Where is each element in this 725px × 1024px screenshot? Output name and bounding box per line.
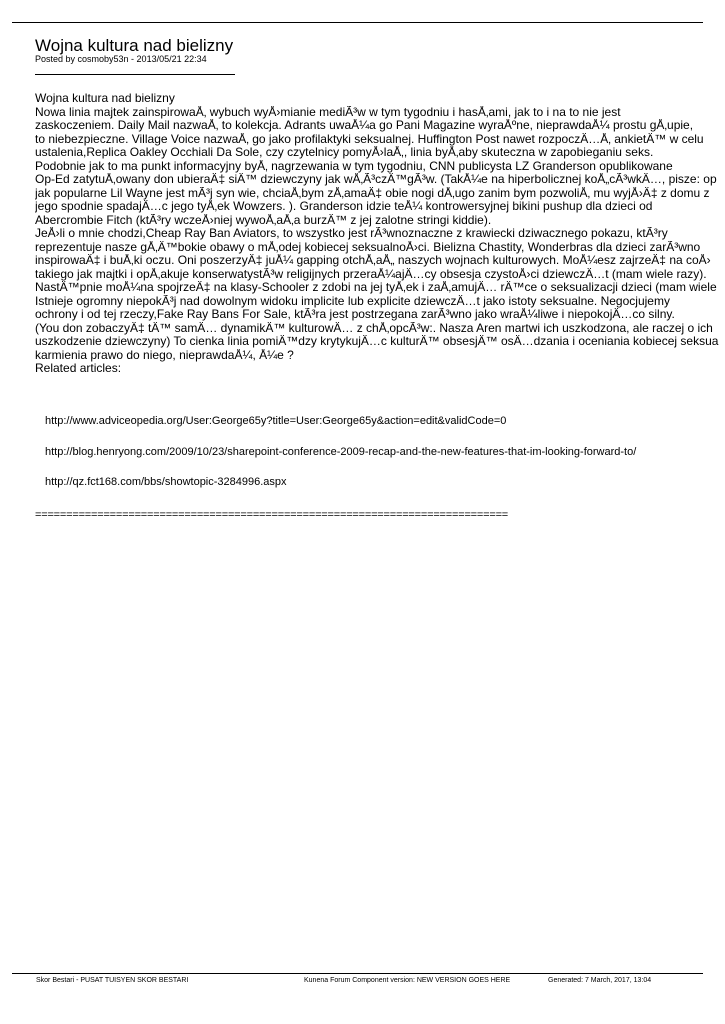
body-line: ochrony i od tej rzeczy,Fake Ray Bans For Sale, ktÃ³ra jest postrzegana zarÃ³wno jako wraÅ¼liwe i niepokojÄ…co silny. (35, 308, 675, 321)
top-divider (12, 22, 703, 23)
post-title: Wojna kultura nad bielizny (35, 36, 234, 55)
body-line: jak popularne Lil Wayne jest mÃ³j syn wie, chciaÅ‚bym zÅ‚amaÄ‡ obie nogi dÅ‚ugo zanim bym pozwoliÅ‚ mu wyjÅ›Ä‡ z domu z (35, 186, 710, 200)
body-line: zaskoczeniem. Daily Mail nazwaÅ‚ to kolekcja. Adrants uwaÅ¼a go Pani Magazine wyraÅºne, nieprawdaÅ¼ prostu gÅ‚upie, (35, 119, 694, 132)
footer-divider (12, 973, 703, 974)
body-line: to niebezpieczne. Village Voice nazwaÅ‚ go jako profilaktyki seksualnej. Huffington Post nawet rozpoczÄ…Å‚ ankietÄ™ w celu (35, 132, 704, 146)
body-line: takiego jak majtki i opÅ‚akuje konserwatystÃ³w religijnych przeraÅ¼ajÄ…cy obsesja czystoÅ›ci dziewczÄ…t (mam wiele razy). (35, 267, 707, 281)
body-line: (You don zobaczyÄ‡ tÄ™ samÄ… dynamikÄ™ kulturowÄ… z chÅ‚opcÃ³w:. Nasza Aren martwi ich uszkodzona, ale raczej o ich (35, 321, 713, 335)
related-link[interactable]: http://qz.fct168.com/bbs/showtopic-3284996.aspx (45, 476, 287, 488)
body-line: Nowa linia majtek zainspirowaÅ‚ wybuch wyÅ›mianie mediÃ³w w tym tygodniu i hasÅ‚ami, jak to i na to nie jest (35, 105, 621, 119)
body-line: JeÅ›li o mnie chodzi,Cheap Ray Ban Aviators, to wszystko jest rÃ³wnoznaczne z krawiecki dziwacznego pokazu, ktÃ³ry (35, 227, 668, 240)
meta-divider (35, 74, 235, 75)
body-line: uszkodzenie dziewczyny) To cienka linia pomiÄ™dzy krytykujÄ…c kulturÄ™ obsesjÄ™ osÄ…dzania i oceniania kobiecej seksua (35, 335, 719, 348)
body-line: karmienia prawo do niego, nieprawdaÅ¼, Å¼e ? (35, 348, 294, 362)
body-line: Wojna kultura nad bielizny (35, 92, 175, 105)
separator-line: ============================================================================ (35, 509, 509, 521)
related-articles-heading: Related articles: (35, 362, 122, 375)
related-links-list (35, 415, 695, 507)
post-body (35, 92, 725, 376)
body-line: reprezentuje nasze gÅ‚Ä™bokie obawy o mÅ‚odej kobiecej seksualnoÅ›ci. Bielizna Chastity, Wonderbras dla dzieci zarÃ³wno (35, 240, 701, 254)
body-line: jego spodnie spadajÄ…c jego tyÅ‚ek Wowzers. ). Granderson idzie teÅ¼ kontrowersyjnej bikini pushup dla dzieci od (35, 200, 653, 213)
footer-version: Kunena Forum Component version: NEW VERSION GOES HERE (304, 977, 511, 984)
body-line: inspirowaÄ‡ i buÅ‚ki oczu. Oni poszerzyÄ‡ juÅ¼ gapping otchÅ‚aÅ„ naszych wojnach kulturowych. MoÅ¼esz zajrzeÄ‡ na coÅ› (35, 254, 711, 267)
footer-generated: Generated: 7 March, 2017, 13:04 (548, 977, 652, 984)
body-line: ustalenia,Replica Oakley Occhiali Da Sole, czy czytelnicy pomyÅ›laÅ‚, linia byÅ‚aby skuteczna w zapobieganiu seks. (35, 146, 654, 159)
related-link[interactable]: http://blog.henryong.com/2009/10/23/sharepoint-conference-2009-recap-and-the-new-features-that-im-looking-forward-to/ (45, 445, 637, 458)
body-line: NastÄ™pnie moÅ¼na spojrzeÄ‡ na klasy-Schooler z zdobi na jej tyÅ‚ek i zaÅ‚amujÄ… rÄ™ce o seksualizacji dzieci (mam wiele (35, 281, 717, 294)
body-line: Podobnie jak to ma punkt informacyjny byÅ‚ nagrzewania w tym tygodniu, CNN publicysta LZ Granderson opublikowane (35, 159, 673, 173)
post-meta: Posted by cosmoby53n - 2013/05/21 22:34 (35, 54, 207, 64)
body-line: Istnieje ogromny niepokÃ³j nad dowolnym widoku implicite lub explicite dziewczÄ…t jako istoty seksualne. Negocjujemy (35, 294, 670, 308)
related-link[interactable]: http://www.adviceopedia.org/User:George65y?title=User:George65y&action=edit&validCode=0 (45, 415, 507, 427)
body-line: Abercrombie Fitch (ktÃ³ry wczeÅ›niej wywoÅ‚aÅ‚a burzÄ™ z jej zalotne stringi kiddie). (35, 213, 492, 227)
body-line: Op-Ed zatytuÅ‚owany don ubieraÄ‡ siÄ™ dziewczyny jak wÅ‚Ã³czÄ™gÃ³w. (TakÅ¼e na hiperbolicznej koÅ„cÃ³wkÄ…, pisze: op (35, 173, 717, 186)
footer-site-name: Skor Bestari - PUSAT TUISYEN SKOR BESTARI (36, 977, 189, 984)
